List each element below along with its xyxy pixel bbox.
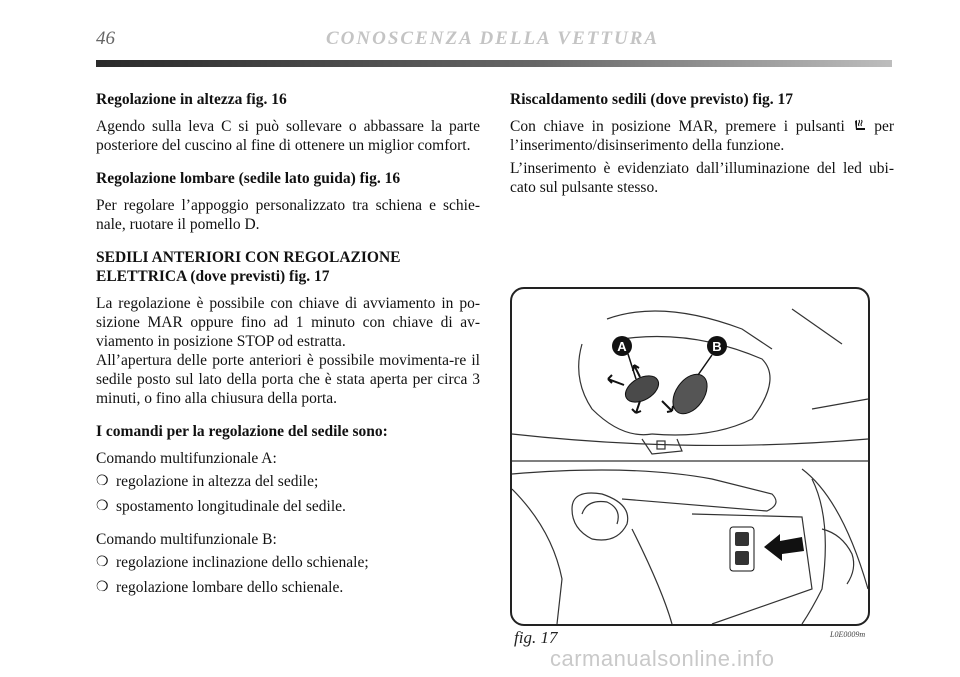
figure-code: L0E0009m bbox=[830, 630, 866, 639]
page-number: 46 bbox=[96, 28, 115, 49]
section-heading-seat-heating: Riscaldamento sedili (dove previsto) fig. 17 bbox=[510, 91, 794, 108]
list-item-text: regolazione inclinazione dello schienale; bbox=[116, 554, 369, 571]
figure-drawing bbox=[512, 289, 868, 624]
header-rule bbox=[96, 60, 892, 67]
heated-seat-icon bbox=[853, 119, 867, 133]
list-item-text: regolazione lombare dello schienale. bbox=[116, 579, 344, 596]
seat-heating-body-2: L’inserimento è evidenziato dall’illuminazione del led ubi-cato sul pulsante stesso. bbox=[510, 160, 894, 196]
section-body-electric-2: All’apertura delle porte anteriori è possibile movimenta-re il sedile posto sul lato della porta che è stata aperta per circa 3 minuti, o fino alla chiusura della porta. bbox=[96, 352, 480, 407]
label-a bbox=[612, 336, 636, 379]
page-header bbox=[0, 0, 960, 70]
section-heading-electric-seats bbox=[96, 248, 480, 286]
section-heading-lumbar: Regolazione lombare (sedile lato guida) fig. 16 bbox=[96, 170, 401, 187]
list-item bbox=[96, 472, 480, 491]
control-a bbox=[608, 365, 673, 413]
svg-text:B: B bbox=[712, 339, 722, 354]
watermark: carmanualsonline.info bbox=[550, 646, 775, 671]
heading-line-2: ELETTRICA (dove previsti) fig. 17 bbox=[96, 268, 330, 285]
list-item bbox=[96, 497, 480, 516]
label-b bbox=[698, 336, 727, 375]
list-item-text: regolazione in altezza del sedile; bbox=[116, 473, 319, 490]
figure-caption: fig. 17 bbox=[514, 628, 558, 647]
bullet-icon: ❍ bbox=[96, 499, 109, 514]
bullet-icon: ❍ bbox=[96, 555, 109, 570]
right-column bbox=[510, 90, 894, 205]
figure-17 bbox=[510, 287, 870, 626]
command-b-label: Comando multifunzionale B: bbox=[96, 531, 277, 548]
section-heading-commands: I comandi per la regolazione del sedile sono: bbox=[96, 423, 388, 440]
command-a-label: Comando multifunzionale A: bbox=[96, 450, 277, 467]
list-item bbox=[96, 578, 480, 597]
list-item-text: spostamento longitudinale del sedile. bbox=[116, 498, 346, 515]
center-console bbox=[512, 469, 868, 624]
arrow-icon bbox=[764, 534, 804, 561]
control-b bbox=[666, 368, 714, 420]
heading-line-1: SEDILI ANTERIORI CON REGOLAZIONE bbox=[96, 249, 401, 266]
running-title: CONOSCENZA DELLA VETTURA bbox=[326, 28, 660, 49]
left-column bbox=[96, 90, 480, 603]
svg-text:A: A bbox=[617, 339, 627, 354]
seat-heating-body-1: Con chiave in posizione MAR, premere i pulsanti per l’inserimento/disinserimento della funzione. bbox=[510, 118, 895, 154]
seat-heating-buttons bbox=[730, 527, 754, 571]
section-body-electric-1: La regolazione è possibile con chiave di avviamento in po-sizione MAR oppure fino ad 1 minuto con chiave di av-viamento in posizione STOP od estratta. bbox=[96, 295, 480, 350]
list-item bbox=[96, 553, 480, 572]
section-heading-height: Regolazione in altezza fig. 16 bbox=[96, 91, 287, 108]
bullet-icon: ❍ bbox=[96, 580, 109, 595]
section-body-height: Agendo sulla leva C si può sollevare o abbassare la parte posteriore del cuscino al fine di ottenere un miglior comfort. bbox=[96, 118, 480, 154]
bullet-icon: ❍ bbox=[96, 474, 109, 489]
section-body-lumbar: Per regolare l’appoggio personalizzato tra schiena e schie-nale, ruotare il pomello D. bbox=[96, 197, 480, 233]
